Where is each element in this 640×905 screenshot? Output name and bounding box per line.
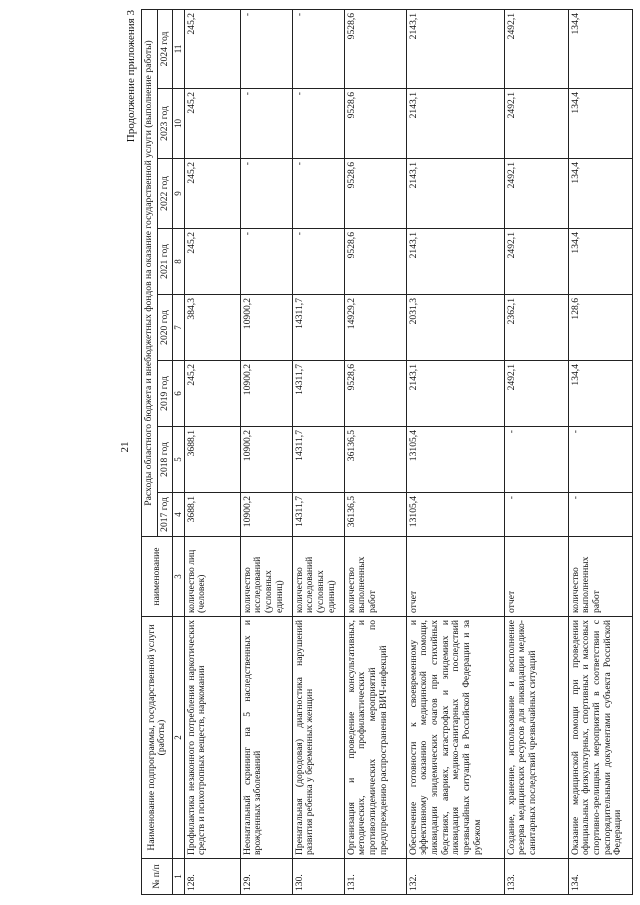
- value-cell: 134,4: [568, 158, 632, 228]
- service-name: Оказание медицинской помощи при проведении официальных физкультурных, спортивных и массовых спортивно-зрелищных мероприятий в соответствии с распорядительными документами субъекта Российской Федерации: [568, 616, 632, 858]
- value-cell: 14311,7: [292, 360, 344, 426]
- value-cell: 384,3: [184, 294, 240, 360]
- value-cell: 245,2: [184, 360, 240, 426]
- value-cell: 10900,2: [240, 294, 292, 360]
- header-year: 2021 год: [157, 228, 173, 294]
- table-row: [504, 9, 568, 894]
- value-cell: 14311,7: [292, 426, 344, 492]
- indicator-name: отчет: [406, 536, 504, 616]
- value-cell: 245,2: [184, 88, 240, 158]
- value-cell: 9528,6: [344, 158, 406, 228]
- value-cell: 10900,2: [240, 426, 292, 492]
- value-cell: -: [240, 228, 292, 294]
- table-row: [292, 9, 344, 894]
- value-cell: 245,2: [184, 228, 240, 294]
- header-expenses: Расходы областного бюджета и внебюджетных фондов на оказание государственной услуги (выполнение работы): [141, 9, 157, 536]
- table-row: [184, 9, 240, 894]
- header-year: 2023 год: [157, 88, 173, 158]
- service-name: Создание, хранение, использование и восполнение резерва медицинских ресурсов для ликвидации медико-санитарных последствий чрезвычайных ситуаций: [504, 616, 568, 858]
- value-cell: 14311,7: [292, 492, 344, 536]
- value-cell: -: [240, 88, 292, 158]
- table-row: [406, 9, 504, 894]
- row-number: 131.: [344, 858, 406, 894]
- indicator-name: количество лиц (человек): [184, 536, 240, 616]
- services-table: [141, 8, 633, 894]
- row-number: 132.: [406, 858, 504, 894]
- value-cell: 9528,6: [344, 360, 406, 426]
- table-row: [344, 9, 406, 894]
- value-cell: 134,4: [568, 9, 632, 88]
- value-cell: -: [568, 426, 632, 492]
- value-cell: 2492,1: [504, 228, 568, 294]
- column-index: 3: [172, 536, 183, 616]
- value-cell: 10900,2: [240, 360, 292, 426]
- value-cell: -: [292, 158, 344, 228]
- continuation-note: Продолжение приложения 3: [124, 9, 137, 142]
- value-cell: 3688,1: [184, 426, 240, 492]
- table-row: [240, 9, 292, 894]
- value-cell: 2492,1: [504, 9, 568, 88]
- indicator-name: количество выполненных работ: [344, 536, 406, 616]
- value-cell: 2143,1: [406, 88, 504, 158]
- value-cell: 245,2: [184, 9, 240, 88]
- value-cell: -: [292, 228, 344, 294]
- value-cell: 9528,6: [344, 9, 406, 88]
- value-cell: 13105,4: [406, 492, 504, 536]
- column-index: 1: [172, 858, 183, 894]
- header-year: 2019 год: [157, 360, 173, 426]
- header-year: 2024 год: [157, 9, 173, 88]
- value-cell: -: [504, 492, 568, 536]
- value-cell: 2492,1: [504, 360, 568, 426]
- value-cell: -: [292, 88, 344, 158]
- header-name: Наименование подпрограммы, государственной услуги (работы): [141, 616, 172, 858]
- value-cell: 134,4: [568, 88, 632, 158]
- value-cell: 2362,1: [504, 294, 568, 360]
- value-cell: -: [240, 9, 292, 88]
- service-name: Неонатальный скрининг на 5 наследственных и врожденных заболеваний: [240, 616, 292, 858]
- row-number: 130.: [292, 858, 344, 894]
- value-cell: 2143,1: [406, 228, 504, 294]
- column-index: 6: [172, 360, 183, 426]
- table-row: [568, 9, 632, 894]
- value-cell: 36136,5: [344, 426, 406, 492]
- value-cell: -: [504, 426, 568, 492]
- service-name: Профилактика незаконного потребления наркотических средств и психотропных веществ, наркомании: [184, 616, 240, 858]
- indicator-name: отчет: [504, 536, 568, 616]
- value-cell: 9528,6: [344, 88, 406, 158]
- value-cell: 14929,2: [344, 294, 406, 360]
- column-index: 11: [172, 9, 183, 88]
- service-name: Обеспечение готовности к своевременному и эффективному оказанию медицинской помощи, ликвидации эпидемических очагов при стихийных бедствиях, авариях, катастрофах и эпидемиях и ликвидация медико-санитарных последствий чрезвычайных ситуаций в Российской Федерации и за рубежом: [406, 616, 504, 858]
- value-cell: 14311,7: [292, 294, 344, 360]
- column-index: 10: [172, 88, 183, 158]
- value-cell: 2143,1: [406, 360, 504, 426]
- header-year: 2018 год: [157, 426, 173, 492]
- value-cell: 2031,3: [406, 294, 504, 360]
- value-cell: 10900,2: [240, 492, 292, 536]
- header-no: № п/п: [141, 858, 172, 894]
- value-cell: 2492,1: [504, 88, 568, 158]
- header-year: 2022 год: [157, 158, 173, 228]
- column-index: 4: [172, 492, 183, 536]
- indicator-name: количество исследований (условных единиц): [292, 536, 344, 616]
- value-cell: 134,4: [568, 228, 632, 294]
- rotated-page: [118, 9, 630, 895]
- value-cell: 2143,1: [406, 158, 504, 228]
- column-index: 5: [172, 426, 183, 492]
- value-cell: 13105,4: [406, 426, 504, 492]
- column-index: 8: [172, 228, 183, 294]
- value-cell: 245,2: [184, 158, 240, 228]
- column-index: 9: [172, 158, 183, 228]
- indicator-name: количество исследований (условных единиц): [240, 536, 292, 616]
- indicator-name: количество выполненных работ: [568, 536, 632, 616]
- value-cell: -: [292, 9, 344, 88]
- header-year: 2020 год: [157, 294, 173, 360]
- value-cell: 2143,1: [406, 9, 504, 88]
- column-index: 7: [172, 294, 183, 360]
- row-number: 128.: [184, 858, 240, 894]
- column-index: 2: [172, 616, 183, 858]
- value-cell: 9528,6: [344, 228, 406, 294]
- value-cell: 128,6: [568, 294, 632, 360]
- value-cell: 36136,5: [344, 492, 406, 536]
- row-number: 133.: [504, 858, 568, 894]
- value-cell: 134,4: [568, 360, 632, 426]
- header-year: 2017 год: [157, 492, 173, 536]
- header-indicator-name: наименование: [141, 536, 172, 616]
- page-number: 21: [118, 441, 131, 452]
- value-cell: -: [568, 492, 632, 536]
- value-cell: 3688,1: [184, 492, 240, 536]
- value-cell: -: [240, 158, 292, 228]
- service-name: Пренатальная (дородовая) диагностика нарушений развития ребенка у беременных женщин: [292, 616, 344, 858]
- row-number: 134.: [568, 858, 632, 894]
- value-cell: 2492,1: [504, 158, 568, 228]
- service-name: Организация и проведение консультативных, методических, профилактических и противоэпидемических мероприятий по предупреждению распространения ВИЧ-инфекций: [344, 616, 406, 858]
- row-number: 129.: [240, 858, 292, 894]
